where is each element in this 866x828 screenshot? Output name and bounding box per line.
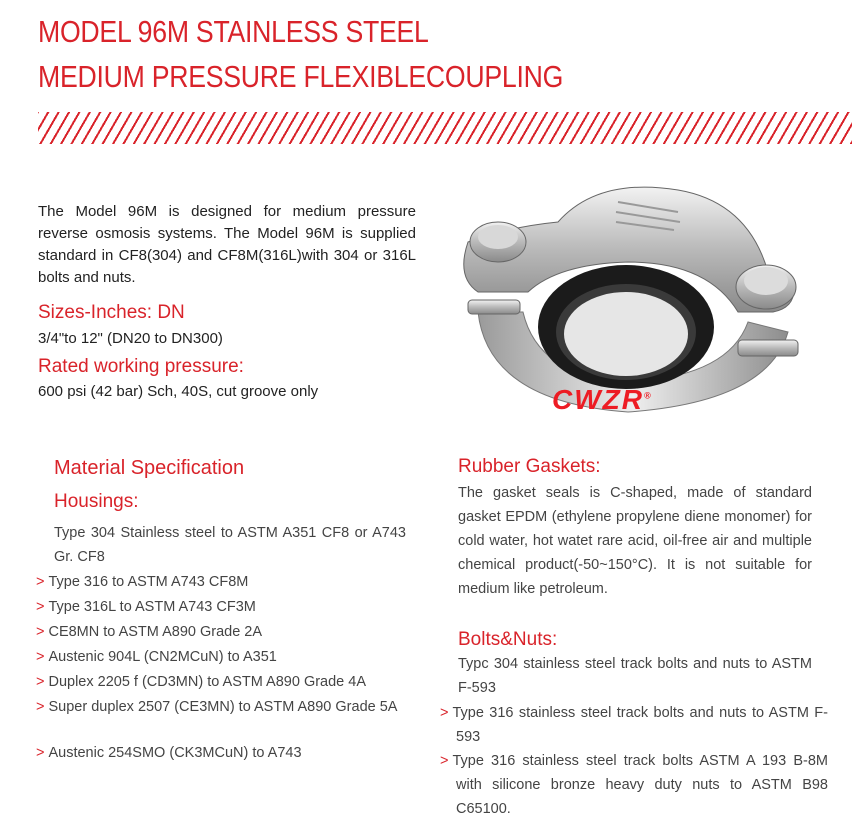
cwzr-watermark-logo xyxy=(552,386,653,414)
rubber-gaskets-heading: Rubber Gaskets: xyxy=(458,456,601,477)
bolts-item-text: Type 316 stainless steel track bolts and nuts to ASTM F-593 xyxy=(452,705,828,745)
bolts-first-item: Typc 304 stainless steel track bolts and nuts to ASTM F-593 xyxy=(458,656,812,696)
pressure-value: 600 psi (42 bar) Sch, 40S, cut groove only xyxy=(38,383,319,400)
housing-item-7 xyxy=(36,741,416,765)
arrow-marker: > xyxy=(36,624,45,640)
bolts-item-1 xyxy=(440,701,828,749)
arrow-marker: > xyxy=(440,705,449,721)
bolts-nuts-heading: Bolts&Nuts: xyxy=(458,629,558,650)
arrow-marker: > xyxy=(36,574,45,590)
pressure-heading: Rated working pressure: xyxy=(38,356,244,377)
housing-item-text: Duplex 2205 f (CD3MN) to ASTM A890 Grade 4A xyxy=(48,674,367,690)
housing-item-2 xyxy=(36,595,416,619)
intro-paragraph: The Model 96M is designed for medium pressure reverse osmosis systems. The Model 96M is supplied standard in CF8(304) and CF8M(316L)with 304 or 316L bolts and nuts. xyxy=(38,203,416,286)
arrow-marker: > xyxy=(36,699,45,715)
registered-mark: ® xyxy=(643,390,653,401)
arrow-marker: > xyxy=(36,599,45,615)
arrow-marker: > xyxy=(36,745,45,761)
housing-item-3 xyxy=(36,620,416,644)
sizes-heading: Sizes-Inches: DN xyxy=(38,302,185,323)
housing-item-text: Super duplex 2507 (CE3MN) to ASTM A890 Grade 5A xyxy=(48,699,398,715)
rubber-gaskets-text: The gasket seals is C-shaped, made of standard gasket EPDM (ethylene propylene diene monomer) for cold water, hot watet rare acid, oil-free air and multiple chemical product(-50~150°C). It is not suitable for medium like petroleum. xyxy=(458,485,812,597)
housing-item-text: Austenic 254SMO (CK3MCuN) to A743 xyxy=(48,745,302,761)
housing-item-6 xyxy=(36,695,425,719)
housing-item-text: Austenic 904L (CN2MCuN) to A351 xyxy=(48,649,277,665)
housing-item-1 xyxy=(36,570,416,594)
page-title-line2: MEDIUM PRESSURE FLEXIBLECOUPLING xyxy=(38,59,564,94)
housing-type-304: Type 304 Stainless steel to ASTM A351 CF8 or A743 Gr. CF8 xyxy=(54,525,406,565)
decorative-hatch-band xyxy=(38,112,852,144)
housing-item-text: CE8MN to ASTM A890 Grade 2A xyxy=(48,624,263,640)
housing-item-text: Type 316 to ASTM A743 CF8M xyxy=(48,574,249,590)
housing-item-text: Type 316L to ASTM A743 CF3M xyxy=(48,599,256,615)
page-title-line1: MODEL 96M STAINLESS STEEL xyxy=(38,14,429,49)
bolts-item-text: Type 316 stainless steel track bolts ASTM A 193 B-8M with silicone bronze heavy duty nuts to ASTM B98 C65100. xyxy=(452,753,828,817)
material-spec-heading: Material Specification xyxy=(54,457,245,479)
arrow-marker: > xyxy=(440,753,449,769)
housing-item-5 xyxy=(36,670,416,694)
bolts-item-2 xyxy=(440,749,828,821)
housing-item-4 xyxy=(36,645,416,669)
arrow-marker: > xyxy=(36,674,45,690)
housings-heading: Housings: xyxy=(54,491,139,512)
watermark-text: CWZR xyxy=(552,384,644,415)
arrow-marker: > xyxy=(36,649,45,665)
sizes-value: 3/4"to 12" (DN20 to DN300) xyxy=(38,330,223,347)
